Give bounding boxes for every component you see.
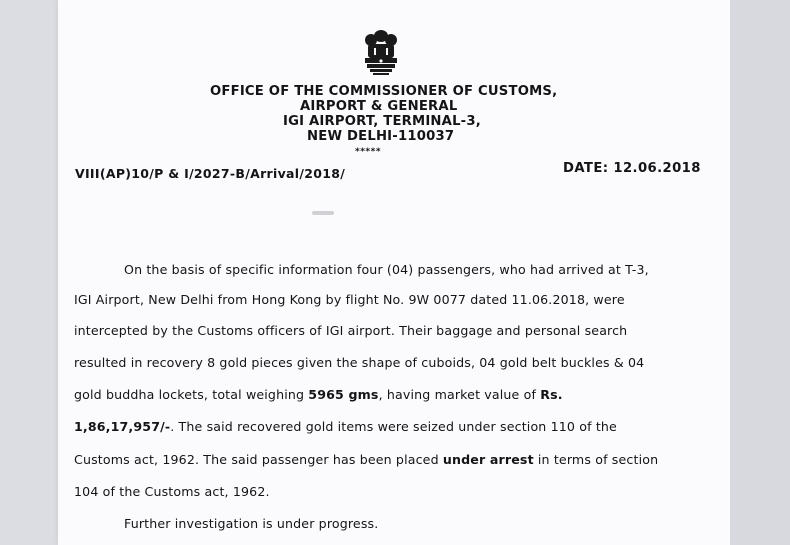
body-line: intercepted by the Customs officers of IGI airport. Their baggage and personal search (74, 323, 628, 338)
reference-number: VIII(AP)10/P & I/2027-B/Arrival/2018/ (75, 166, 346, 181)
currency-label: Rs. (540, 387, 563, 402)
body-line (74, 419, 617, 434)
office-division: AIRPORT & GENERAL (300, 99, 458, 114)
body-text: , having market value of (378, 387, 541, 402)
body-line (74, 452, 658, 467)
body-line (74, 387, 563, 402)
body-line: resulted in recovery 8 gold pieces given the shape of cuboids, 04 gold belt buckles & 04 (74, 355, 645, 370)
body-text: gold buddha lockets, total weighing (74, 387, 309, 402)
closing-line: Further investigation is under progress. (124, 516, 379, 531)
body-text: Customs act, 1962. The said passenger has been placed (74, 452, 443, 467)
body-line: IGI Airport, New Delhi from Hong Kong by flight No. 9W 0077 dated 11.06.2018, were (74, 292, 625, 307)
body-text: . The said recovered gold items were seized under section 110 of the (170, 419, 617, 434)
office-city: NEW DELHI-110037 (307, 129, 455, 144)
body-line: On the basis of specific information four (04) passengers, who had arrived at T-3, (124, 262, 649, 277)
page-right-margin (730, 0, 790, 545)
body-line: 104 of the Customs act, 1962. (74, 484, 270, 499)
document-date: DATE: 12.06.2018 (563, 161, 701, 176)
arrest-status: under arrest (442, 452, 534, 467)
page-left-margin (0, 0, 58, 545)
office-location: IGI AIRPORT, TERMINAL-3, (283, 114, 481, 129)
market-value: 1,86,17,957/- (74, 419, 171, 434)
scan-smudge (312, 211, 334, 215)
header-separator: ***** (355, 147, 382, 157)
national-emblem-icon (362, 26, 400, 78)
gold-weight: 5965 gms (308, 387, 379, 402)
body-text: in terms of section (533, 452, 659, 467)
office-title: OFFICE OF THE COMMISSIONER OF CUSTOMS, (210, 84, 558, 99)
